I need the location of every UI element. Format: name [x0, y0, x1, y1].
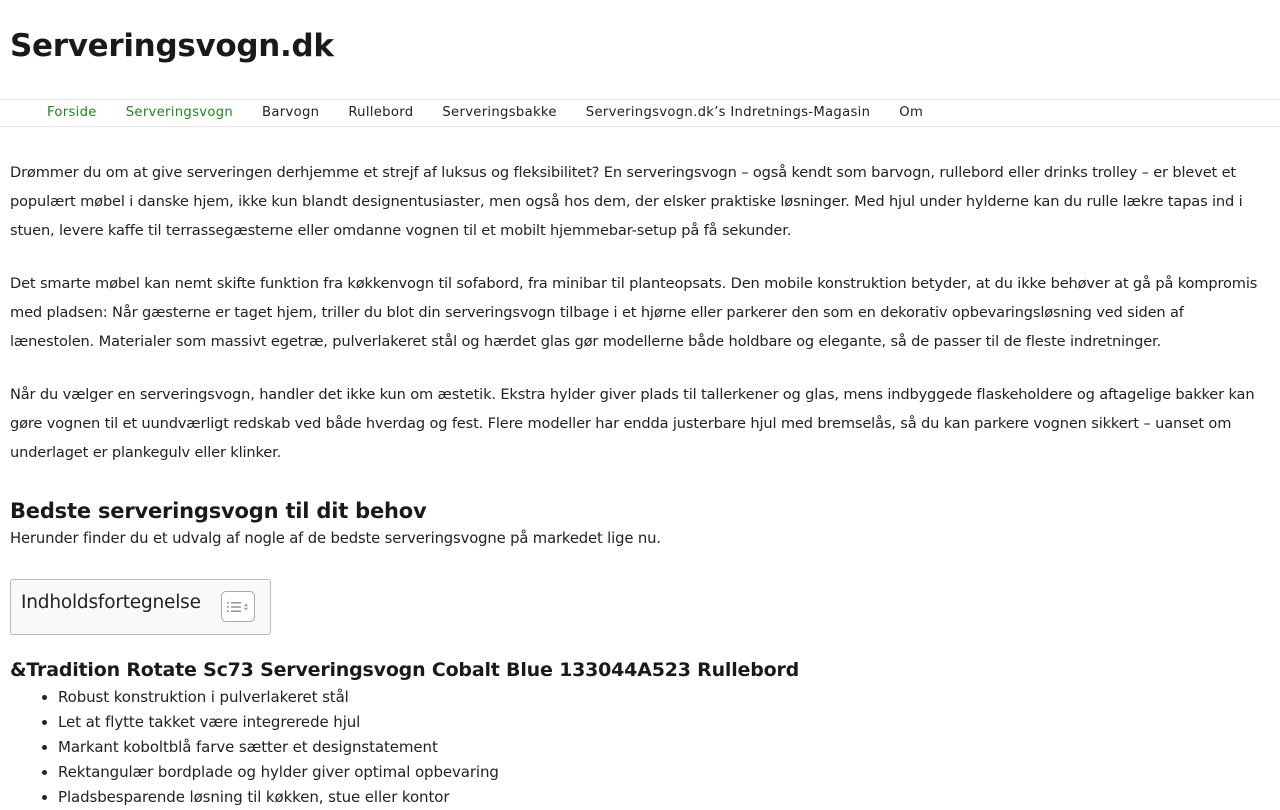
feature-item: • Robust konstruktion i pulverlakeret stål — [58, 685, 1270, 710]
nav-item-om[interactable]: Om — [899, 105, 924, 120]
toc-title: Indholdsfortegnelse — [21, 592, 201, 613]
feature-item: • Markant koboltblå farve sætter et designstatement — [58, 735, 1270, 760]
list-toggle-icon — [225, 599, 251, 615]
section-intro: Herunder finder du et udvalg af nogle af de bedste serveringsvogne på markedet lige nu. — [10, 530, 661, 547]
feature-item: • Let at flytte takket være integrerede hjul — [58, 710, 1270, 735]
nav-item-magasin[interactable]: Serveringsvogn.dk’s Indretnings-Magasin — [585, 105, 871, 120]
nav-item-serveringsbakke[interactable]: Serveringsbakke — [442, 105, 557, 120]
section-heading: Bedste serveringsvogn til dit behov — [10, 499, 427, 523]
main-content — [0, 158, 1280, 810]
nav-item-rullebord[interactable]: Rullebord — [348, 105, 414, 120]
site-title-link[interactable]: Serveringsvogn.dk — [10, 28, 334, 64]
nav-item-forside[interactable]: Forside — [47, 105, 97, 120]
intro-paragraph-2: Det smarte møbel kan nemt skifte funktion fra køkkenvogn til sofabord, fra minibar til planteopsats. Den mobile konstruktion betyder, at du ikke behøver at gå på kompromis med pladsen: Når gæsterne er taget hjem, triller du blot din serveringsvogn tilbage i et hjørne eller parkerer den som en dekorativ opbevaringsløsning ved siden af lænestolen. Materialer som massivt egetræ, pulverlakeret stål og hærdet glas gør modellerne både holdbare og elegante, så de passer til de fleste indretninger. — [10, 275, 1258, 350]
product-feature-list — [10, 685, 1270, 810]
feature-item: • Pladsbesparende løsning til køkken, stue eller kontor — [58, 785, 1270, 810]
intro-paragraph-1: Drømmer du om at give serveringen derhjemme et strejf af luksus og fleksibilitet? En serveringsvogn – også kendt som barvogn, rullebord eller drinks trolley – er blevet et populært møbel i danske hjem, ikke kun blandt designentusiaster, men også hos dem, der elsker praktiske løsninger. Med hjul under hylderne kan du rulle lækre tapas ind i stuen, levere kaffe til terrassegæsterne eller omdanne vognen til et mobilt hjemmebar-setup på få sekunder. — [10, 164, 1243, 239]
toc-toggle-button[interactable] — [221, 591, 255, 622]
nav-item-barvogn[interactable]: Barvogn — [262, 105, 320, 120]
nav-item-serveringsvogn[interactable]: Serveringsvogn — [125, 105, 234, 120]
main-navigation — [0, 99, 1280, 127]
intro-paragraph-3: Når du vælger en serveringsvogn, handler det ikke kun om æstetik. Ekstra hylder giver plads til tallerkener og glas, mens indbyggede flaskeholdere og aftagelige bakker kan gøre vognen til et uundværligt redskab ved både hverdag og fest. Flere modeller har endda justerbare hjul med bremselås, så du kan parkere vognen sikkert – uanset om underlaget er plankegulv eller klinker. — [10, 386, 1255, 461]
feature-item: • Rektangulær bordplade og hylder giver optimal opbevaring — [58, 760, 1270, 785]
site-header — [0, 0, 1280, 99]
product-title: &Tradition Rotate Sc73 Serveringsvogn Cobalt Blue 133044A523 Rullebord — [10, 659, 800, 681]
table-of-contents — [10, 579, 271, 635]
